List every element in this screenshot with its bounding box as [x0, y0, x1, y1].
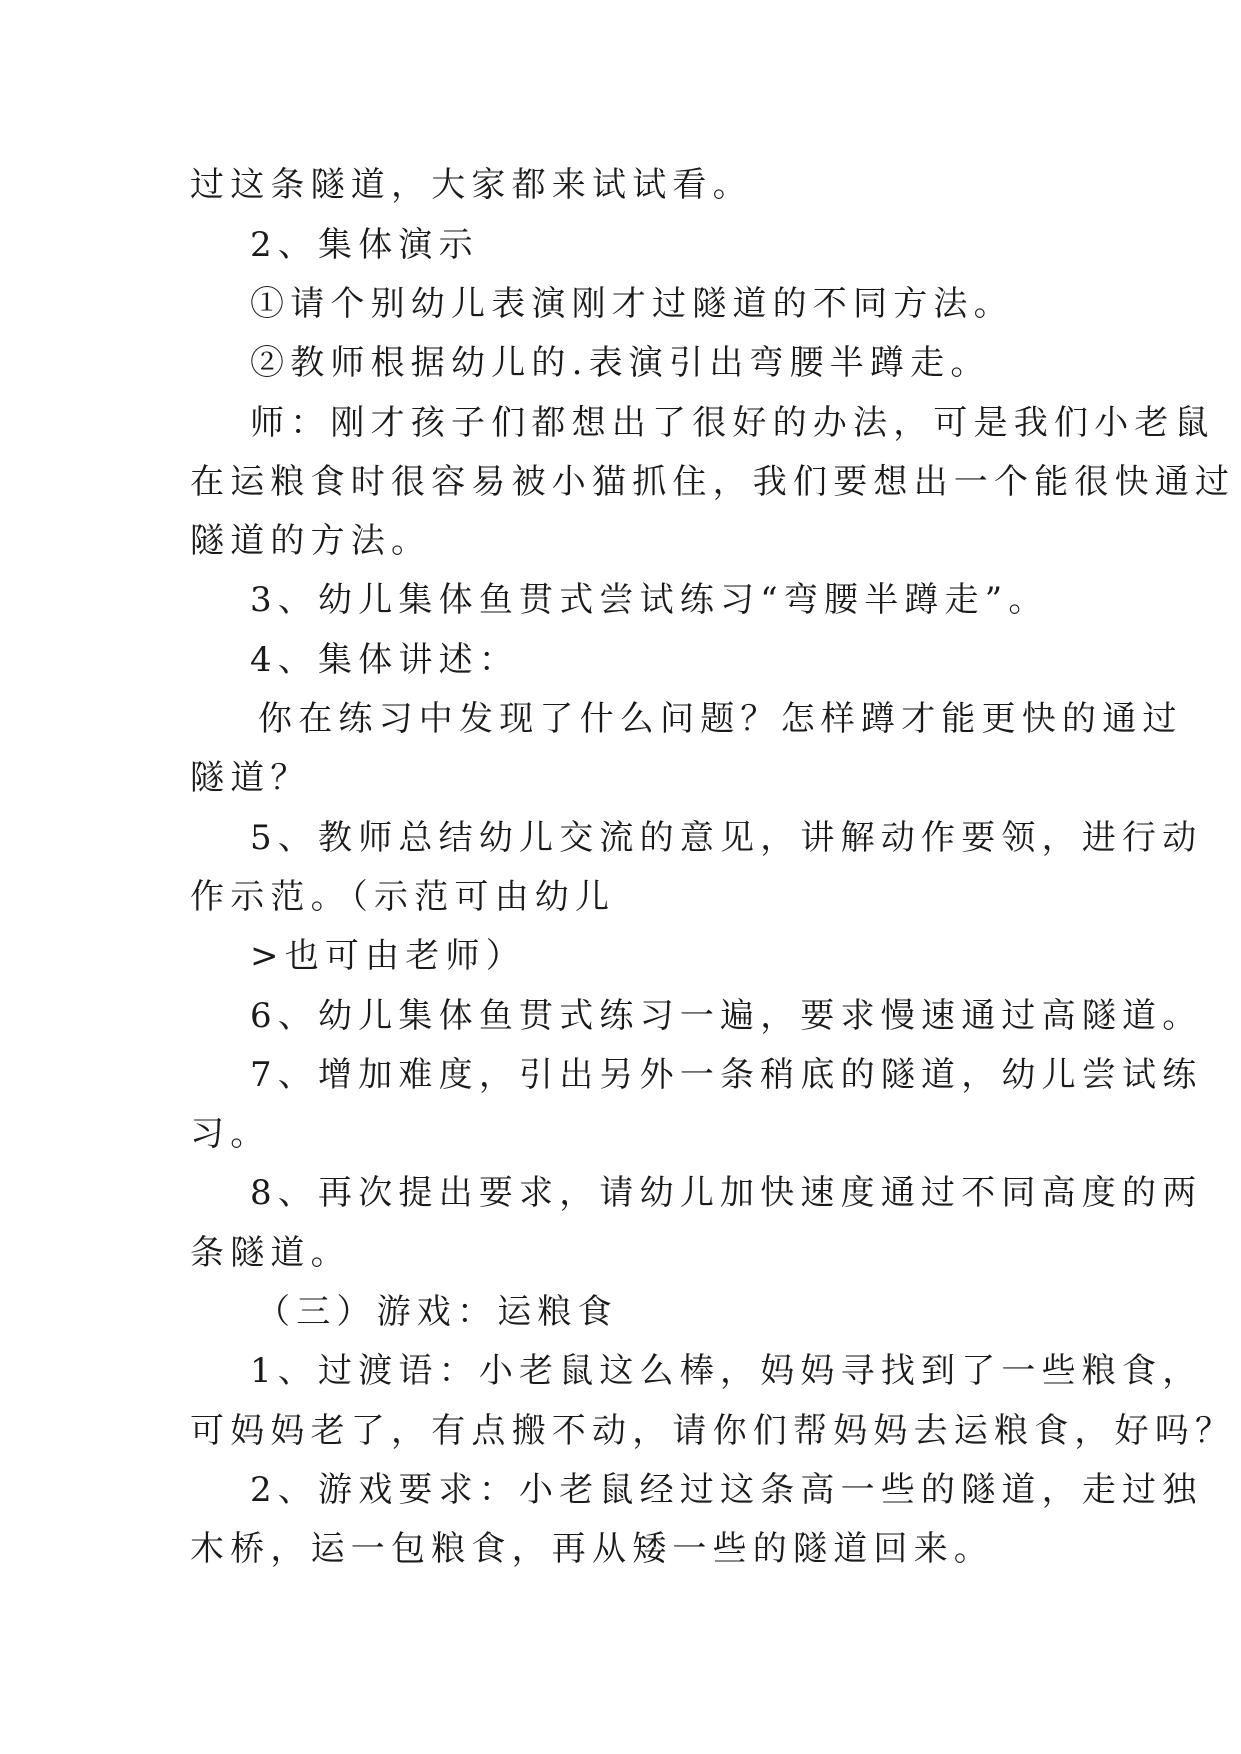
text-line: 木桥，运一包粮食，再从矮一些的隧道回来。: [190, 1529, 994, 1569]
text-line: 1、过渡语：小老鼠这么棒，妈妈寻找到了一些粮食，: [250, 1351, 1203, 1391]
text-line: 4、集体讲述：: [250, 640, 520, 680]
text-line: 过这条隧道，大家都来试试看。: [190, 165, 753, 205]
text-line: 条隧道。: [190, 1233, 351, 1273]
text-line: 8、再次提出要求，请幼儿加快速度通过不同高度的两: [250, 1173, 1203, 1213]
text-line: 习。: [190, 1114, 271, 1154]
text-line: >也可由老师）: [250, 936, 526, 976]
text-line: ②教师根据幼儿的.表演引出弯腰半蹲走。: [250, 343, 991, 383]
text-line: 可妈妈老了，有点搬不动，请你们帮妈妈去运粮食，好吗？: [190, 1411, 1236, 1451]
section-heading: （三）游戏：运粮食: [256, 1292, 618, 1332]
text-line: 6、幼儿集体鱼贯式练习一遍，要求慢速通过高隧道。: [250, 996, 1203, 1036]
text-line: 师：刚才孩子们都想出了很好的办法，可是我们小老鼠: [250, 403, 1215, 443]
text-line: 7、增加难度，引出另外一条稍底的隧道，幼儿尝试练: [250, 1055, 1203, 1095]
text-line: ①请个别幼儿表演刚才过隧道的不同方法。: [250, 284, 1014, 324]
text-line: 在运粮食时很容易被小猫抓住，我们要想出一个能很快通过: [190, 462, 1236, 502]
text-line: 隧道的方法。: [190, 521, 432, 561]
text-line: 5、教师总结幼儿交流的意见，讲解动作要领，进行动: [250, 818, 1203, 858]
text-line: 2、游戏要求：小老鼠经过这条高一些的隧道，走过独: [250, 1470, 1203, 1510]
text-line: 3、幼儿集体鱼贯式尝试练习“弯腰半蹲走”。: [250, 580, 1049, 620]
text-line: 你在练习中发现了什么问题？怎样蹲才能更快的通过: [258, 699, 1183, 739]
text-line: 2、集体演示: [250, 225, 479, 265]
text-line: 隧道？: [190, 758, 311, 798]
text-line: 作示范。（示范可由幼儿: [190, 877, 616, 917]
